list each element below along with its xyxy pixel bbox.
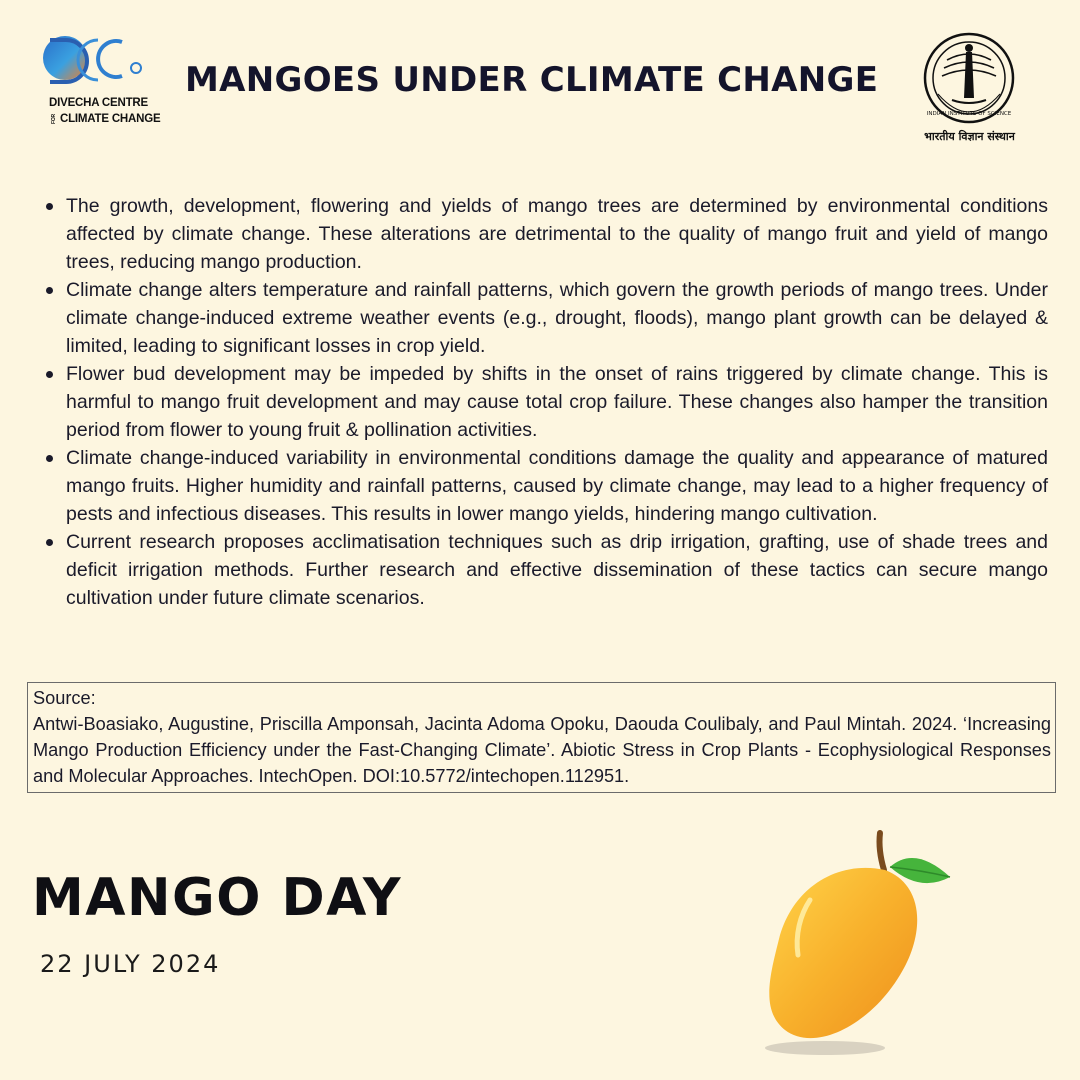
bullet-item bbox=[38, 192, 1048, 276]
bullet-item bbox=[38, 528, 1048, 612]
bullet-dot bbox=[46, 539, 53, 546]
mango-icon bbox=[750, 825, 970, 1065]
logo-for: FOR bbox=[50, 113, 57, 124]
iisc-seal-icon bbox=[912, 30, 1027, 130]
bullet-item bbox=[38, 276, 1048, 360]
event-date: 22 JULY 2024 bbox=[40, 950, 221, 978]
bullet-text: Climate change-induced variability in environmental conditions damage the quality and appearance of matured mango fruits. Higher humidity and rainfall patterns, caused by climate change, may lead to a higher frequency of pests and infectious diseases. This results in lower mango yields, hindering mango cultivation. bbox=[66, 447, 1048, 525]
iisc-logo bbox=[912, 30, 1032, 150]
iisc-hindi-name: भारतीय विज्ञान संस्थान bbox=[924, 130, 1015, 143]
bullet-item bbox=[38, 360, 1048, 444]
divecha-centre-logo bbox=[40, 30, 161, 130]
logo-line-2 bbox=[49, 113, 160, 125]
page-title: MANGOES UNDER CLIMATE CHANGE bbox=[185, 60, 879, 100]
bullet-list bbox=[38, 192, 1048, 612]
event-title: MANGO DAY bbox=[32, 868, 403, 928]
iisc-seal-text: INDIAN INSTITUTE OF SCIENCE bbox=[926, 111, 1012, 117]
bullet-dot bbox=[46, 203, 53, 210]
divecha-logo-icon bbox=[40, 30, 150, 92]
bullet-dot bbox=[46, 455, 53, 462]
bullet-dot bbox=[46, 371, 53, 378]
logo-line-2-text: CLIMATE CHANGE bbox=[59, 113, 161, 125]
bullet-text: The growth, development, flowering and yields of mango trees are determined by environmental conditions affected by climate change. These alterations are detrimental to the quality of mango fruit and yield of mango trees, reducing mango production. bbox=[66, 195, 1048, 273]
source-citation: Antwi-Boasiako, Augustine, Priscilla Amponsah, Jacinta Adoma Opoku, Daouda Coulibaly, and Paul Mintah. 2024. ‘Increasing Mango Production Efficiency under the Fast-Changing Climate’. Abiotic Stress in Crop Plants - Ecophysiological Responses and Molecular Approaches. IntechOpen. DOI:10.5772/intechopen.112951. bbox=[33, 714, 1051, 786]
bullet-item bbox=[38, 444, 1048, 528]
source-box bbox=[27, 682, 1056, 793]
bullet-text: Current research proposes acclimatisation techniques such as drip irrigation, grafting, use of shade trees and deficit irrigation methods. Further research and effective dissemination of these tactics can secure mango cultivation under future climate scenarios. bbox=[66, 531, 1048, 609]
bullet-text: Flower bud development may be impeded by shifts in the onset of rains triggered by climate change. This is harmful to mango fruit development and may cause total crop failure. These changes also hamper the transition period from flower to young fruit & pollination activities. bbox=[66, 363, 1048, 441]
bullet-text: Climate change alters temperature and rainfall patterns, which govern the growth periods of mango trees. Under climate change-induced extreme weather events (e.g., drought, floods), mango plant growth can be delayed & limited, leading to significant losses in crop yield. bbox=[66, 279, 1048, 357]
logo-line-1: DIVECHA CENTRE bbox=[49, 97, 149, 109]
source-label: Source: bbox=[33, 688, 96, 708]
bullet-dot bbox=[46, 287, 53, 294]
